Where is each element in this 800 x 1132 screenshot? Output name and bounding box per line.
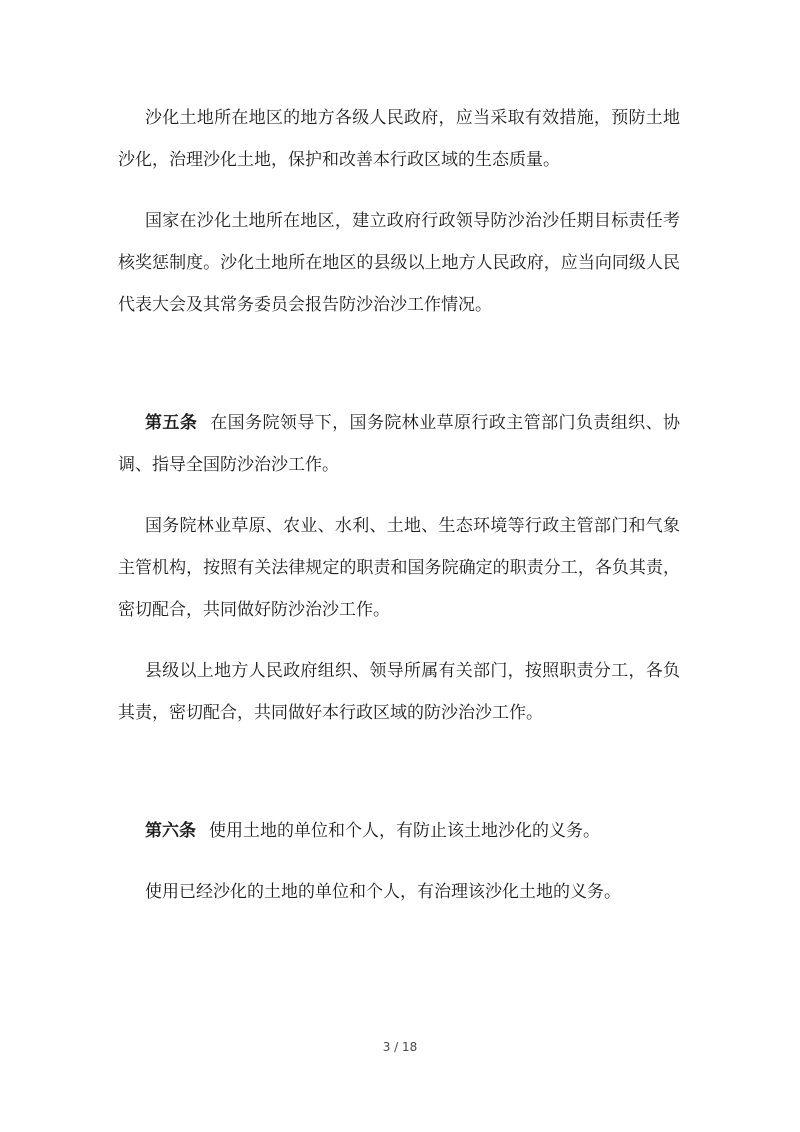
paragraph: 使用已经沙化的土地的单位和个人，有治理该沙化土地的义务。: [145, 882, 621, 902]
section-gap: [118, 753, 680, 810]
section-gap: [118, 345, 680, 402]
article-text: 使用土地的单位和个人，有防止该土地沙化的义务。: [209, 821, 600, 841]
page-number: 3 / 18: [382, 1040, 418, 1054]
paragraph: 国务院林业草原、农业、水利、土地、生态环境等行政主管部门和气象主管机构，按照有关法律规定的职责和国务院确定的职责分工，各负其责，密切配合，共同做好防沙治沙工作。: [118, 516, 680, 620]
paragraph: 沙化土地所在地区的地方各级人民政府，应当采取有效措施，预防土地沙化，治理沙化土地，保护和改善本行政区域的生态质量。: [118, 108, 680, 170]
paragraph: 国家在沙化土地所在地区，建立政府行政领导防沙治沙任期目标责任考核奖惩制度。沙化土地所在地区的县级以上地方人民政府，应当向同级人民代表大会及其常务委员会报告防沙治沙工作情况。: [118, 211, 680, 315]
article-number: 第六条: [145, 821, 196, 841]
article-text: 在国务院领导下，国务院林业草原行政主管部门负责组织、协调、指导全国防沙治沙工作。: [118, 413, 681, 475]
paragraph: 县级以上地方人民政府组织、领导所属有关部门，按照职责分工，各负其责，密切配合，共同做好本行政区域的防沙治沙工作。: [118, 661, 680, 723]
article-paragraph: [118, 810, 680, 852]
article-paragraph: [118, 402, 680, 486]
article-number: 第五条: [145, 413, 198, 433]
